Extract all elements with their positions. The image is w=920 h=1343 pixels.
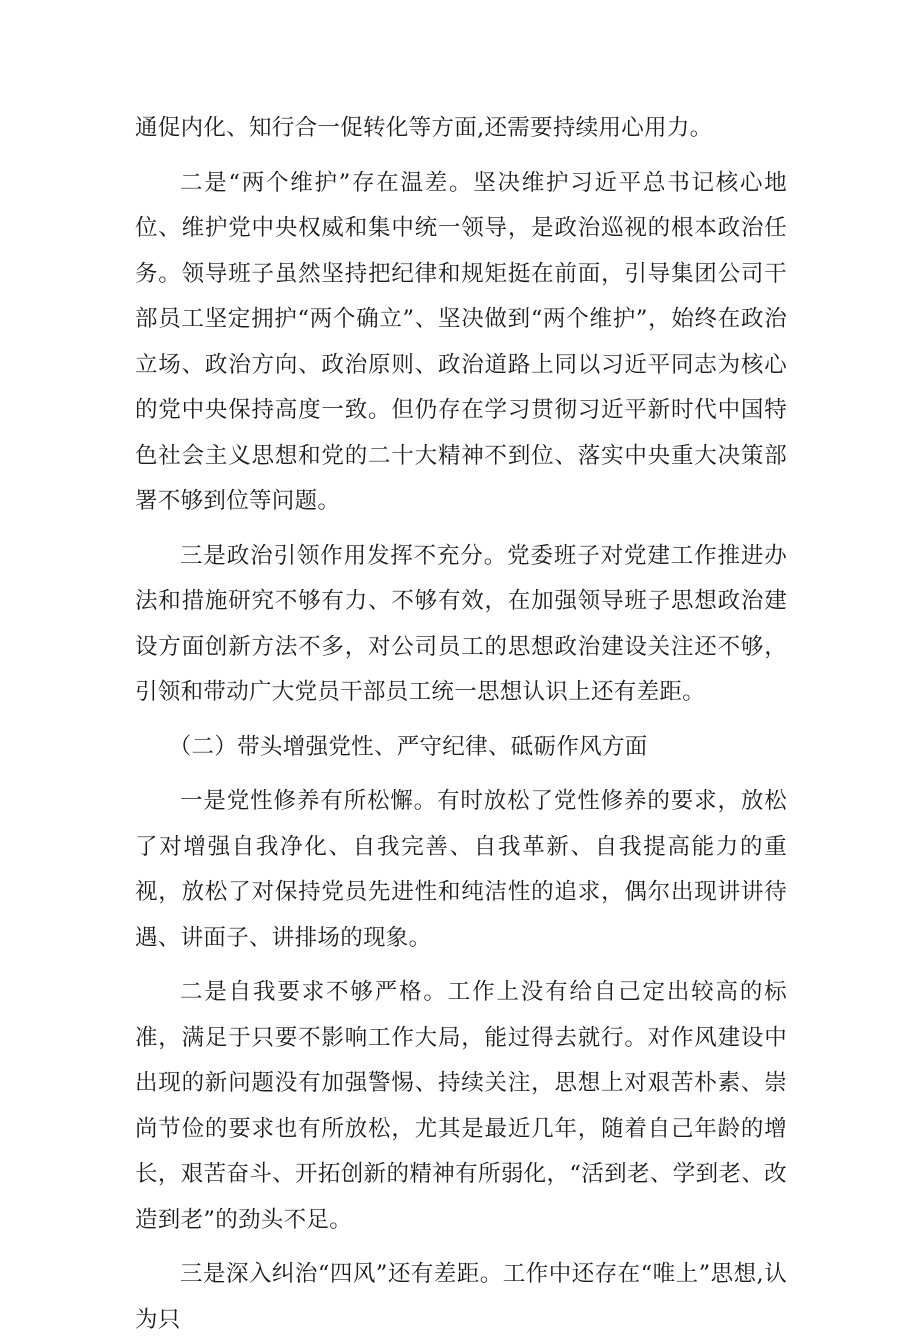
document-body <box>135 106 787 1343</box>
paragraph-self-discipline: 二是自我要求不够严格。工作上没有给自己定出较高的标准，满足于只要不影响工作大局，能过得去就行。对作风建设中出现的新问题没有加强警惕、持续关注，思想上对艰苦朴素、崇尚节俭的要求也有所放松，尤其是最近几年，随着自己年龄的增长，艰苦奋斗、开拓创新的精神有所弱化，“活到老、学到老、改造到老”的劲头不足。 <box>135 979 787 1233</box>
paragraph-party-cultivation: 一是党性修养有所松懈。有时放松了党性修养的要求，放松了对增强自我净化、自我完善、自我革新、自我提高能力的重视，放松了对保持党员先进性和纯洁性的追求，偶尔出现讲讲待遇、讲面子、讲排场的现象。 <box>135 788 787 951</box>
paragraph-continuation: 通促内化、知行合一促转化等方面,还需要持续用心用力。 <box>135 115 713 141</box>
paragraph-two-safeguards: 二是“两个维护”存在温差。坚决维护习近平总书记核心地位、维护党中央权威和集中统一领导，是政治巡视的根本政治任务。领导班子虽然坚持把纪律和规矩挺在前面，引导集团公司干部员工坚定拥护“两个确立”、坚决做到“两个维护”，始终在政治立场、政治方向、政治原则、政治道路上同以习近平同志为核心的党中央保持高度一致。但仍存在学习贯彻习近平新时代中国特色社会主义思想和党的二十大精神不到位、落实中央重大决策部署不够到位等问题。 <box>135 169 787 514</box>
paragraph-political-leadership: 三是政治引领作用发挥不充分。党委班子对党建工作推进办法和措施研究不够有力、不够有效，在加强领导班子思想政治建设方面创新方法不多，对公司员工的思想政治建设关注还不够，引领和带动广大党员干部员工统一思想认识上还有差距。 <box>135 542 787 705</box>
section-heading-party-spirit: （二）带头增强党性、严守纪律、砥砺作风方面 <box>168 733 648 760</box>
paragraph-four-winds: 三是深入纠治“四风”还有差距。工作中还存在“唯上”思想,认为只 <box>135 1261 787 1333</box>
